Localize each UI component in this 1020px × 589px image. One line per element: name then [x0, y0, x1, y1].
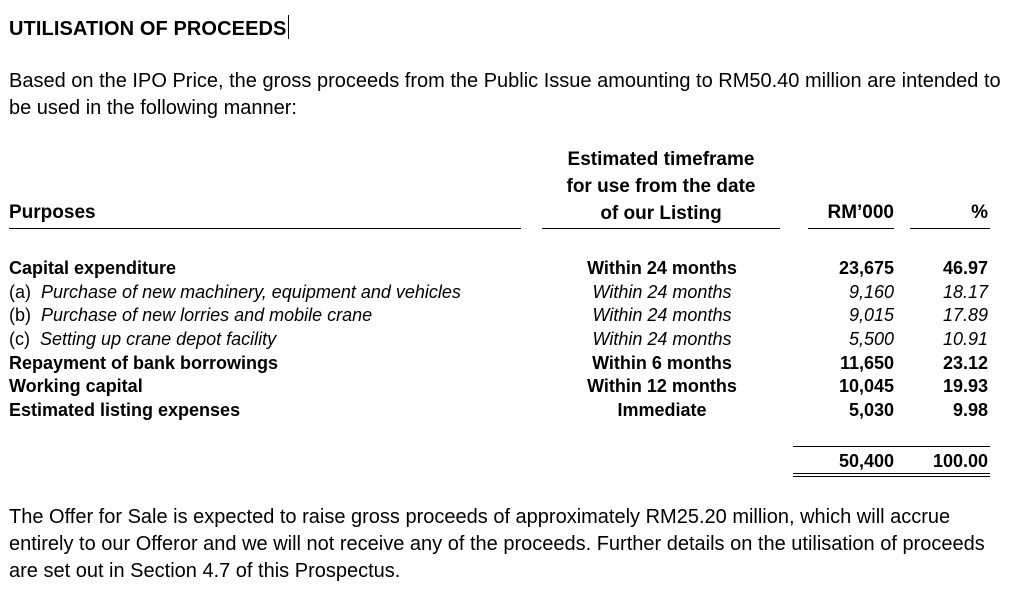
total-rule-bottom-2 [793, 476, 990, 477]
row-percent: 18.17 [942, 282, 988, 302]
row-rm: 9,160 [848, 282, 894, 302]
text-cursor [288, 15, 289, 39]
header-timeframe-line1: Estimated timeframe [567, 149, 755, 170]
row-percent: 10.91 [942, 329, 988, 349]
table-row [0, 280, 1020, 304]
row-purpose: Repayment of bank borrowings [9, 353, 279, 373]
header-rule-purposes [9, 228, 521, 229]
header-timeframe [542, 146, 780, 227]
row-timeframe: Within 24 months [592, 282, 732, 302]
row-percent: 17.89 [942, 305, 988, 325]
row-prefix: (c) [9, 329, 30, 349]
total-rm: 50,400 [838, 451, 894, 471]
table-row [0, 303, 1020, 327]
header-purposes: Purposes [9, 202, 96, 223]
row-percent: 9.98 [952, 400, 988, 420]
row-timeframe: Within 24 months [592, 329, 732, 349]
table-row [0, 256, 1020, 280]
row-timeframe: Immediate [617, 400, 707, 420]
row-rm: 23,675 [838, 258, 894, 278]
total-rule-top [793, 446, 990, 447]
header-percent: % [971, 202, 988, 223]
total-percent: 100.00 [932, 451, 988, 471]
header-rule-rm [808, 228, 894, 229]
header-rule-timeframe [542, 228, 780, 229]
row-purpose: (c) Setting up crane depot facility [9, 329, 277, 349]
total-rule-bottom-1 [793, 473, 990, 474]
row-purpose: Estimated listing expenses [9, 400, 241, 420]
table-row [0, 398, 1020, 422]
header-timeframe-line2: for use from the date [566, 176, 756, 197]
row-percent: 46.97 [942, 258, 988, 278]
table-row [0, 351, 1020, 375]
row-percent: 23.12 [942, 353, 988, 373]
row-rm: 5,030 [848, 400, 894, 420]
row-timeframe: Within 24 months [592, 305, 732, 325]
intro-paragraph: Based on the IPO Price, the gross proceeds from the Public Issue amounting to RM50.40 million are intended to be used in the following manner: [9, 70, 1001, 119]
row-timeframe: Within 6 months [592, 353, 732, 373]
header-rm: RM’000 [827, 202, 894, 223]
row-rm: 11,650 [839, 353, 894, 373]
closing-paragraph: The Offer for Sale is expected to raise gross proceeds of approximately RM25.20 million, which will accrue entirely to our Offeror and we will not receive any of the proceeds. Further details on the utilisation of proceeds are set out in Section 4.7 of this Prospectus. [9, 506, 985, 582]
row-prefix: (b) [9, 305, 31, 325]
row-rm: 5,500 [848, 329, 894, 349]
row-purpose: (b) Purchase of new lorries and mobile crane [9, 305, 373, 325]
row-purpose: Working capital [9, 376, 143, 396]
table-row [0, 374, 1020, 398]
row-percent: 19.93 [942, 376, 988, 396]
header-rule-percent [910, 228, 990, 229]
row-timeframe: Within 24 months [587, 258, 737, 278]
header-timeframe-line3: of our Listing [600, 203, 722, 224]
row-purpose: Capital expenditure [9, 258, 177, 278]
total-row [0, 449, 1020, 473]
row-rm: 9,015 [848, 305, 894, 325]
row-prefix: (a) [9, 282, 31, 302]
section-title: UTILISATION OF PROCEEDS [9, 15, 289, 41]
row-rm: 10,045 [838, 376, 894, 396]
table-row [0, 327, 1020, 351]
row-timeframe: Within 12 months [587, 376, 737, 396]
row-purpose: (a) Purchase of new machinery, equipment and vehicles [9, 282, 461, 302]
